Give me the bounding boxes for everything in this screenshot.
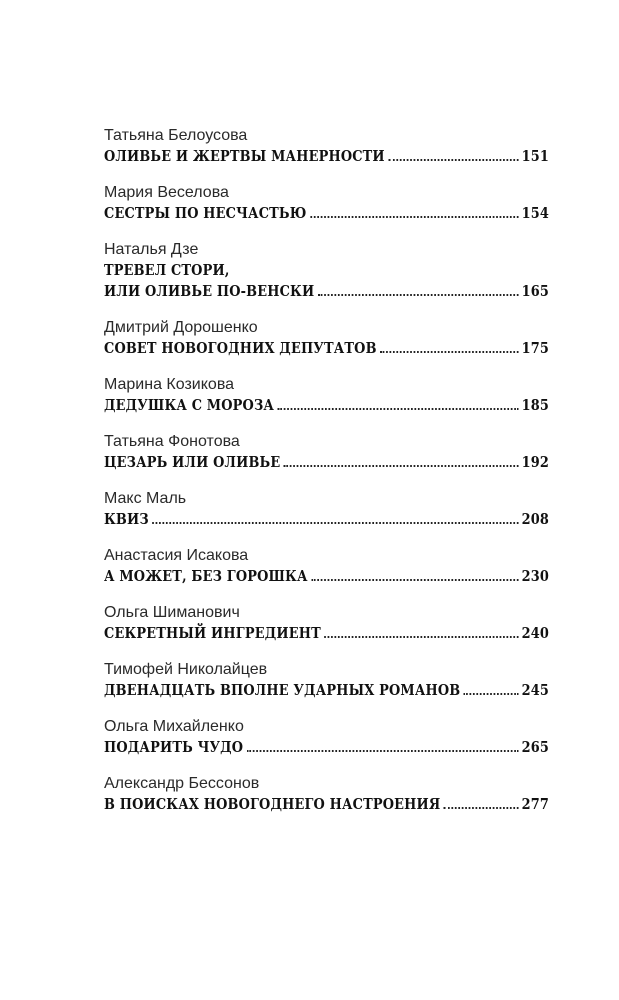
author-name: Ольга Шиманович xyxy=(104,604,240,621)
story-title: СЕСТРЫ ПО НЕСЧАСТЬЮ xyxy=(104,204,307,222)
toc-entry[interactable] xyxy=(104,660,549,701)
page-number: 151 xyxy=(521,147,550,165)
table-of-contents xyxy=(104,126,549,831)
dot-leader xyxy=(324,636,518,638)
page-number: 154 xyxy=(521,204,550,222)
dot-leader xyxy=(444,807,518,809)
story-title: ОЛИВЬЕ И ЖЕРТВЫ МАНЕРНОСТИ xyxy=(104,147,385,165)
story-title: СОВЕТ НОВОГОДНИХ ДЕПУТАТОВ xyxy=(104,339,377,357)
toc-entry[interactable] xyxy=(104,318,549,359)
page-number: 185 xyxy=(521,396,550,414)
story-title: ЦЕЗАРЬ ИЛИ ОЛИВЬЕ xyxy=(104,453,281,471)
page-number: 192 xyxy=(521,453,550,471)
author-name: Татьяна Белоусова xyxy=(104,127,248,144)
page-number: 175 xyxy=(521,339,550,357)
author-name: Тимофей Николайцев xyxy=(104,661,268,678)
toc-entry[interactable] xyxy=(104,375,549,416)
author-name: Наталья Дзе xyxy=(104,241,199,258)
author-name: Мария Веселова xyxy=(104,184,229,201)
story-title: ПОДАРИТЬ ЧУДО xyxy=(104,738,244,756)
story-title-line[interactable] xyxy=(104,794,549,815)
author-name: Ольга Михайленко xyxy=(104,718,244,735)
dot-leader xyxy=(310,216,518,218)
toc-entry[interactable] xyxy=(104,183,549,224)
dot-leader xyxy=(318,294,518,296)
story-title-line[interactable] xyxy=(104,338,549,359)
story-title-line[interactable] xyxy=(104,395,549,416)
dot-leader xyxy=(311,579,518,581)
story-title-line[interactable] xyxy=(104,623,549,644)
story-title: А МОЖЕТ, БЕЗ ГОРОШКА xyxy=(104,567,308,585)
author-name: Анастасия Исакова xyxy=(104,547,249,564)
toc-entry[interactable] xyxy=(104,489,549,530)
story-title-line[interactable] xyxy=(104,260,549,281)
toc-entry[interactable] xyxy=(104,546,549,587)
page-number: 165 xyxy=(521,282,550,300)
story-title-line[interactable] xyxy=(104,146,549,167)
author-name: Дмитрий Дорошенко xyxy=(104,319,258,336)
toc-entry[interactable] xyxy=(104,432,549,473)
toc-entry[interactable] xyxy=(104,126,549,167)
story-title-line[interactable] xyxy=(104,680,549,701)
story-title-line[interactable] xyxy=(104,203,549,224)
story-title-line[interactable] xyxy=(104,452,549,473)
story-title-part-1: ТРЕВЕЛ СТОРИ, xyxy=(104,261,230,279)
story-title-line[interactable] xyxy=(104,566,549,587)
dot-leader xyxy=(380,351,518,353)
page-number: 208 xyxy=(521,510,550,528)
story-title: ДВЕНАДЦАТЬ ВПОЛНЕ УДАРНЫХ РОМАНОВ xyxy=(104,681,461,699)
story-title-line[interactable] xyxy=(104,281,549,302)
toc-entry[interactable] xyxy=(104,774,549,815)
author-name: Макс Маль xyxy=(104,490,187,507)
story-title: КВИЗ xyxy=(104,510,149,528)
page-number: 230 xyxy=(521,567,550,585)
toc-entry[interactable] xyxy=(104,717,549,758)
toc-entry[interactable] xyxy=(104,603,549,644)
page-number: 245 xyxy=(521,681,550,699)
story-title: ДЕДУШКА С МОРОЗА xyxy=(104,396,275,414)
page-number: 277 xyxy=(521,795,550,813)
dot-leader xyxy=(464,693,518,695)
story-title-part-2: ИЛИ ОЛИВЬЕ ПО-ВЕНСКИ xyxy=(104,282,315,300)
author-name: Марина Козикова xyxy=(104,376,235,393)
author-name: Татьяна Фонотова xyxy=(104,433,240,450)
dot-leader xyxy=(278,408,519,410)
story-title: В ПОИСКАХ НОВОГОДНЕГО НАСТРОЕНИЯ xyxy=(104,795,441,813)
story-title: СЕКРЕТНЫЙ ИНГРЕДИЕНТ xyxy=(104,624,321,642)
dot-leader xyxy=(152,522,518,524)
dot-leader xyxy=(247,750,519,752)
page-number: 265 xyxy=(521,738,550,756)
dot-leader xyxy=(388,159,518,161)
dot-leader xyxy=(284,465,518,467)
author-name: Александр Бессонов xyxy=(104,775,260,792)
toc-entry[interactable] xyxy=(104,240,549,302)
page-number: 240 xyxy=(521,624,550,642)
story-title-line[interactable] xyxy=(104,509,549,530)
story-title-line[interactable] xyxy=(104,737,549,758)
